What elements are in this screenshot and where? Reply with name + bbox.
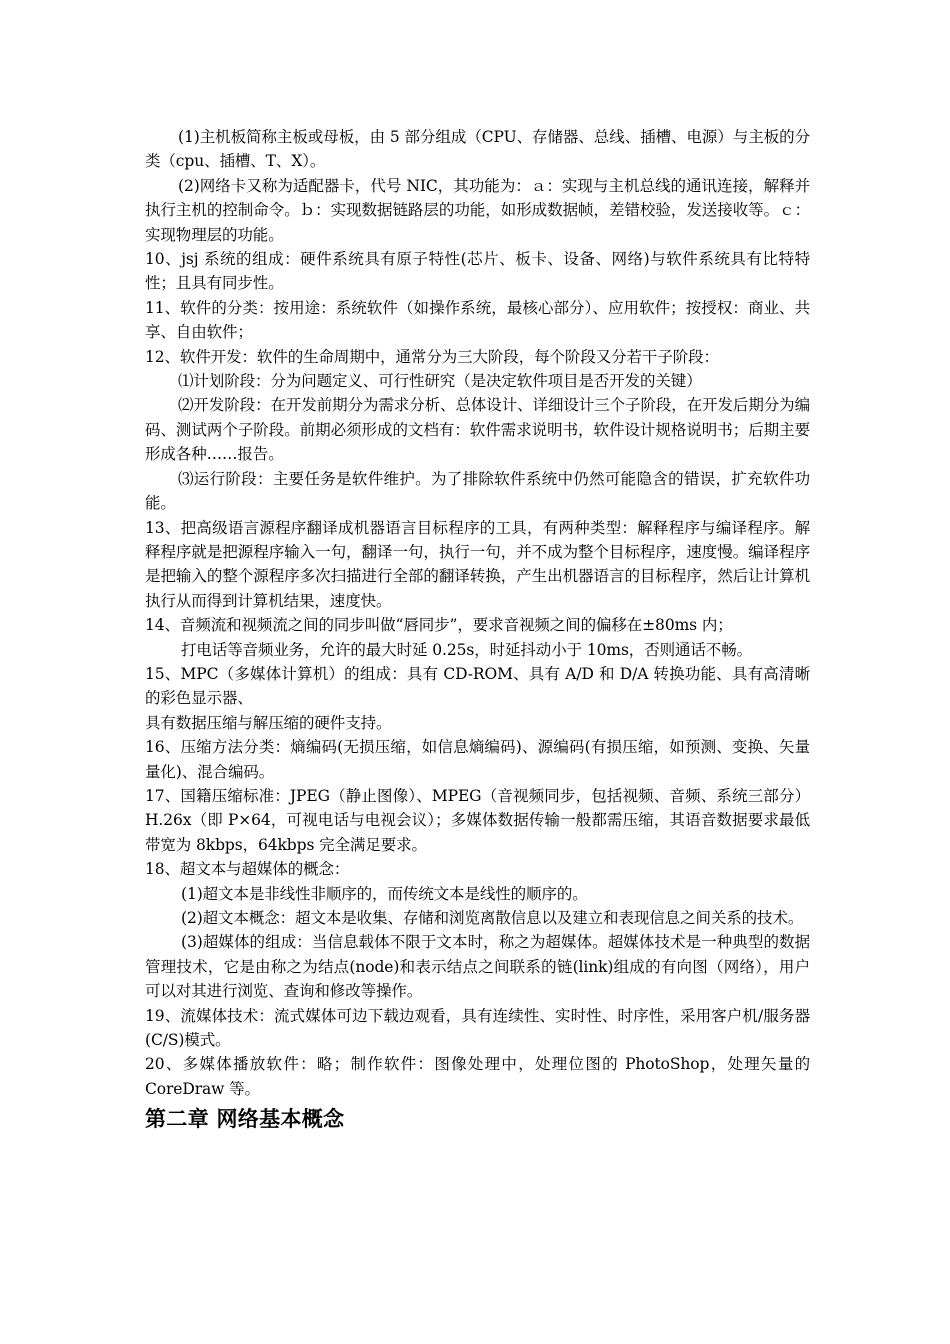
paragraph-item-16: 16、压缩方法分类：熵编码(无损压缩，如信息熵编码)、源编码(有损压缩，如预测、变换、矢量量化)、混合编码。 bbox=[145, 738, 810, 781]
paragraph-item-18: 18、超文本与超媒体的概念： bbox=[145, 860, 350, 879]
paragraph-item-19: 19、流媒体技术：流式媒体可边下载边观看，具有连续性、实时性、时序性，采用客户机/服务器(C/S)模式。 bbox=[145, 1006, 810, 1050]
paragraph-item-12-run: ⑶运行阶段：主要任务是软件维护。为了排除软件系统中仍然可能隐含的错误，扩充软件功能。 bbox=[145, 469, 810, 513]
paragraph-item-12-plan: ⑴计划阶段：分为问题定义、可行性研究（是决定软件项目是否开发的关键） bbox=[178, 372, 702, 391]
chapter-heading: 第二章 网络基本概念 bbox=[145, 1106, 345, 1132]
paragraph-network-card: (2)网络卡又称为适配器卡，代号 NIC，其功能为：ａ：实现与主机总线的通讯连接，解释并执行主机的控制命令。ｂ：实现数据链路层的功能，如形成数据帧，差错校验，发送接收等。ｃ：实现物理层的功能。 bbox=[145, 176, 810, 244]
paragraph-item-17: 17、国籍压缩标准：JPEG（静止图像）、MPEG（音视频同步，包括视频、音频、系统三部分）H.26x（即 P×64，可视电话与电视会议）；多媒体数据传输一般都需压缩，其语音数据要求最低带宽为 8kbps，64kbps 完全满足要求。 bbox=[145, 786, 810, 854]
paragraph-item-13: 13、把高级语言源程序翻译成机器语言目标程序的工具，有两种类型：解释程序与编译程序。解释程序就是把源程序输入一句，翻译一句，执行一句，并不成为整个目标程序，速度慢。编译程序是把输入的整个源程序多次扫描进行全部的翻译转换，产生出机器语言的目标程序，然后让计算机执行从而得到计算机结果，速度快。 bbox=[145, 518, 810, 610]
paragraph-item-18-2: (2)超文本概念：超文本是收集、存储和浏览离散信息以及建立和表现信息之间关系的技术。 bbox=[181, 909, 804, 927]
paragraph-item-11: 11、软件的分类：按用途：系统软件（如操作系统，最核心部分）、应用软件；按授权：商业、共享、自由软件； bbox=[145, 298, 810, 342]
document-page bbox=[145, 125, 810, 1134]
paragraph-motherboard: (1)主机板简称主板或母板，由 5 部分组成（CPU、存储器、总线、插槽、电源）与主板的分类（cpu、插槽、T、X）。 bbox=[145, 128, 810, 171]
paragraph-item-15: 15、MPC（多媒体计算机）的组成：具有 CD-ROM、具有 A/D 和 D/A 转换功能、具有高清晰的彩色显示器、 bbox=[145, 664, 810, 708]
paragraph-item-10: 10、jsj 系统的组成：硬件系统具有原子特性(芯片、板卡、设备、网络)与软件系统具有比特特性；且具有同步性。 bbox=[145, 250, 810, 293]
paragraph-item-14-phone: 打电话等音频业务，允许的最大时延 0.25s，时延抖动小于 10ms，否则通话不畅。 bbox=[181, 640, 752, 659]
paragraph-item-14: 14、音频流和视频流之间的同步叫做“唇同步”，要求音视频之间的偏移在±80ms 内； bbox=[145, 616, 733, 635]
paragraph-item-18-3: (3)超媒体的组成：当信息载体不限于文本时，称之为超媒体。超媒体技术是一种典型的数据管理技术，它是由称之为结点(node)和表示结点之间联系的链(link)组成的有向图（网络），用户可以对其进行浏览、查询和修改等操作。 bbox=[145, 933, 810, 1001]
paragraph-item-12: 12、软件开发：软件的生命周期中，通常分为三大阶段，每个阶段又分若干子阶段： bbox=[145, 347, 719, 366]
paragraph-item-20: 20、多媒体播放软件：略；制作软件：图像处理中，处理位图的 PhotoShop，处理矢量的 CoreDraw 等。 bbox=[145, 1055, 810, 1098]
paragraph-item-18-1: (1)超文本是非线性非顺序的，而传统文本是线性的顺序的。 bbox=[181, 884, 588, 903]
paragraph-item-15-cont: 具有数据压缩与解压缩的硬件支持。 bbox=[145, 713, 392, 732]
paragraph-item-12-develop: ⑵开发阶段：在开发前期分为需求分析、总体设计、详细设计三个子阶段，在开发后期分为编码、测试两个子阶段。前期必须形成的文档有：软件需求说明书，软件设计规格说明书；后期主要形成各种……报告。 bbox=[145, 396, 810, 464]
